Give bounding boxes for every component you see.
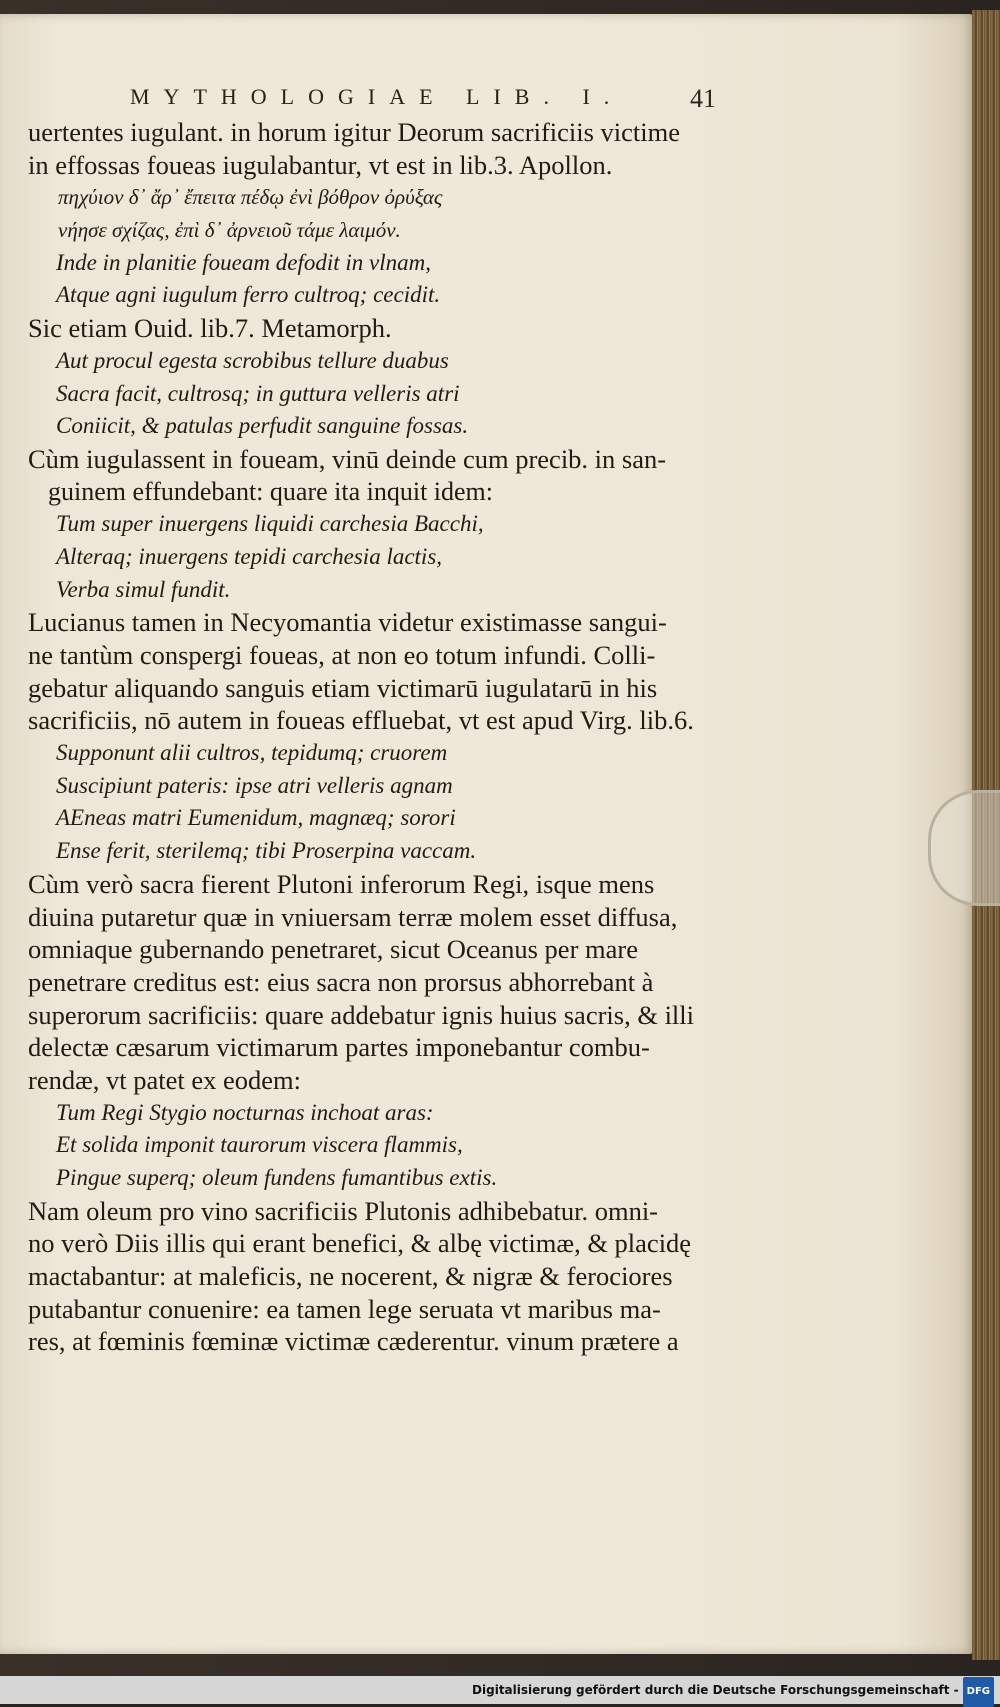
text-line: Atque agni iugulum ferro cultroq; cecidit. (56, 282, 441, 308)
text-line: penetrare creditus est: eius sacra non prorsus abhorrebant à (28, 966, 654, 997)
text-line: AEneas matri Eumenidum, magnæq; sorori (56, 805, 456, 831)
text-line: diuina putaretur quæ in vniuersam terræ molem esset diffusa, (28, 901, 678, 932)
text-line: Tum Regi Stygio nocturnas inchoat aras: (56, 1099, 434, 1125)
footer-text: Digitalisierung gefördert durch die Deutsche Forschungsgemeinschaft - (472, 1683, 959, 1697)
text-line: in effossas foueas iugulabantur, vt est in lib.3. Apollon. (28, 149, 613, 180)
text-line: Coniicit, & patulas perfudit sanguine fossas. (56, 413, 469, 439)
dfg-logo: DFG (963, 1677, 994, 1707)
text-line: Suscipiunt pateris: ipse atri velleris agnam (56, 772, 453, 798)
text-line: mactabantur: at maleficis, ne nocerent, & nigræ & ferociores (28, 1261, 673, 1292)
text-line: νήησε σχίζας, ἐπὶ δ᾽ ἀρνειοῦ τάμε λαιμόν. (58, 218, 401, 243)
body-text (28, 116, 748, 1358)
text-line: Cùm iugulassent in foueam, vinū deinde cum precib. in san- (28, 443, 667, 474)
text-line: uertentes iugulant. in horum igitur Deorum sacrificiis victime (28, 117, 681, 147)
text-line: sacrificiis, nō autem in foueas effluebat, vt est apud Virg. lib.6. (28, 705, 694, 736)
text-line: Sacra facit, cultrosq; in guttura velleris atri (56, 380, 460, 406)
text-line: Tum super inuergens liquidi carchesia Bacchi, (56, 511, 484, 537)
text-line: res, at fœminis fœminæ victimæ cæderentur. vinum prætere a (28, 1326, 679, 1357)
text-line: πηχύιον δ᾽ ἄρ᾽ ἔπειτα πέδῳ ἐνὶ βόθρον ὀρύξας (58, 185, 443, 210)
text-line: Cùm verò sacra fierent Plutoni inferorum Regi, isque mens (28, 868, 655, 899)
text-line: Nam oleum pro vino sacrificiis Plutonis adhibebatur. omni- (28, 1195, 659, 1226)
text-line: ne tantùm conspergi foueas, at non eo totum infundi. Colli- (28, 640, 656, 670)
text-line: Aut procul egesta scrobibus tellure duabus (56, 347, 449, 373)
running-head: MYTHOLOGIAE LIB. I. (130, 84, 624, 109)
text-line: Supponunt alii cultros, tepidumq; cruorem (56, 740, 448, 766)
text-line: Ense ferit, sterilemq; tibi Proserpina vaccam. (56, 838, 477, 864)
text-line: Lucianus tamen in Necyomantia videtur existimasse sangui- (28, 607, 667, 638)
text-line: Sic etiam Ouid. lib.7. Metamorph. (28, 313, 392, 344)
text-line: Pingue superq; oleum fundens fumantibus extis. (56, 1165, 498, 1190)
digitization-footer (0, 1676, 1000, 1704)
text-line: superorum sacrificiis: quare addebatur ignis huius sacris, & illi (28, 999, 695, 1030)
text-line: Alteraq; inuergens tepidi carchesia lactis, (56, 543, 443, 569)
text-line: guinem effundebant: quare ita inquit idem: (48, 476, 494, 506)
page-number: 41 (690, 84, 716, 113)
text-line: putabantur conuenire: ea tamen lege seruata vt maribus ma- (28, 1293, 661, 1324)
text-line: no verò Diis illis qui erant benefici, & albę victimæ, & placidę (28, 1228, 692, 1259)
text-line: delectæ cæsarum victimarum partes imponebantur combu- (28, 1032, 650, 1063)
text-line: Verba simul fundit. (56, 576, 231, 602)
text-line: Et solida imponit taurorum viscera flammis, (56, 1132, 463, 1158)
text-line: gebatur aliquando sanguis etiam victimarū iugulatarū in his (28, 672, 658, 703)
text-line: rendæ, vt patet ex eodem: (28, 1064, 302, 1095)
text-line: Inde in planitie foueam defodit in vlnam, (56, 249, 431, 275)
text-line: omniaque gubernando penetraret, sicut Oceanus per mare (28, 934, 638, 965)
